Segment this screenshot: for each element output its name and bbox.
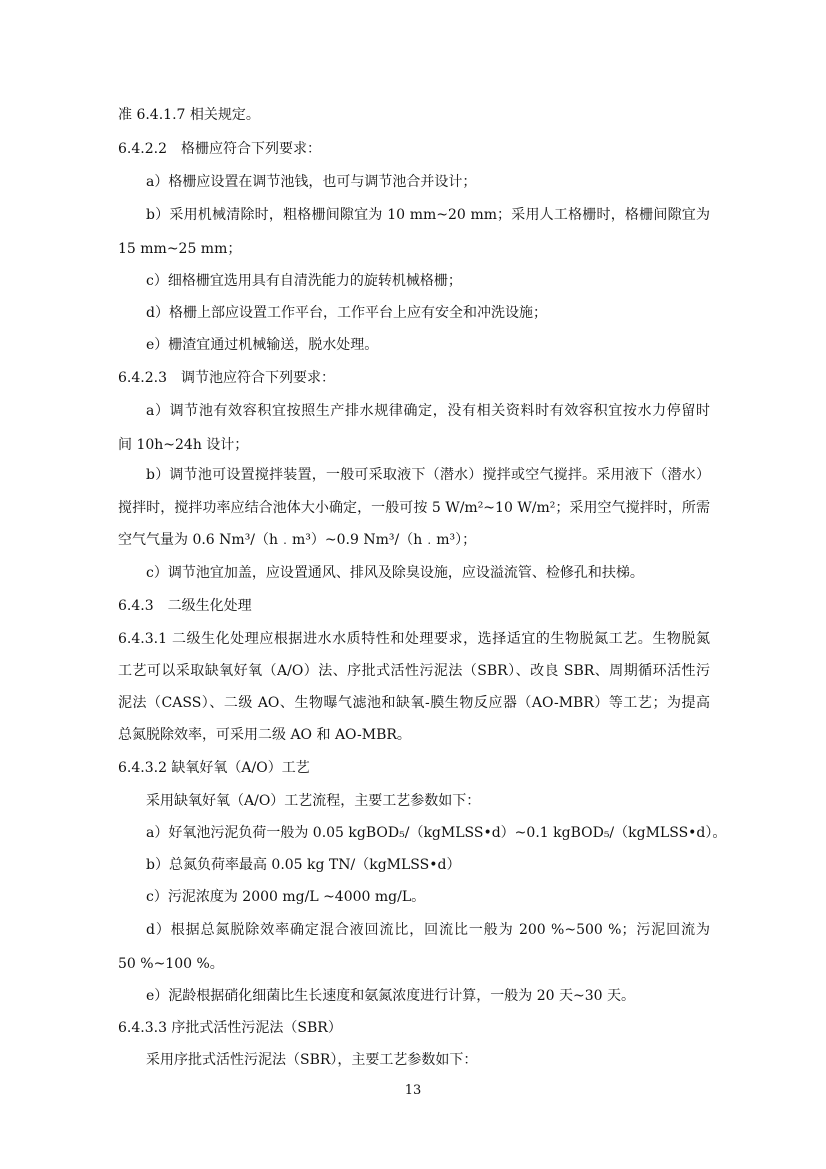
list-item: c）污泥浓度为 2000 mg/L ~4000 mg/L。	[146, 889, 426, 905]
list-item: b）调节池可设置搅拌装置，一般可采取液下（潜水）搅拌或空气搅拌。采用液下（潜水）	[146, 467, 710, 483]
text-line: 50 %~100 %。	[118, 956, 224, 972]
text-line: 采用缺氧好氧（A/O）工艺流程，主要工艺参数如下：	[146, 793, 481, 809]
list-item: a）格栅应设置在调节池钱，也可与调节池合并设计；	[146, 174, 477, 190]
text-line: 准 6.4.1.7 相关规定。	[118, 107, 260, 123]
text-line: 搅拌时，搅拌功率应结合池体大小确定，一般可按 5 W/m²~10 W/m²；采用空气搅拌时，所需	[118, 500, 710, 516]
text-line: 15 mm~25 mm；	[118, 241, 242, 257]
text-line: 总氮脱除效率，可采用二级 AO 和 AO-MBR。	[118, 727, 411, 743]
list-item: b）采用机械清除时，粗格栅间隙宜为 10 mm~20 mm；采用人工格栅时，格栅间隙宜为	[146, 207, 710, 223]
text-line: 间 10h~24h 设计；	[118, 437, 249, 453]
list-item: a）好氧池污泥负荷一般为 0.05 kgBOD₅/（kgMLSS•d）~0.1 kgBOD₅/（kgMLSS•d）。	[146, 825, 727, 841]
list-item: e）栅渣宜通过机械输送，脱水处理。	[146, 337, 379, 353]
text-line: 空气气量为 0.6 Nm³/（h﹒m³）~0.9 Nm³/（h﹒m³）；	[118, 532, 477, 548]
section-heading: 6.4.2.3 调节池应符合下列要求：	[118, 370, 335, 386]
list-item: d）格栅上部应设置工作平台，工作平台上应有安全和冲洗设施；	[146, 305, 547, 321]
text-line: 工艺可以采取缺氧好氧（A/O）法、序批式活性污泥法（SBR）、改良 SBR、周期循环活性污	[118, 663, 710, 679]
section-heading: 6.4.2.2 格栅应符合下列要求：	[118, 141, 321, 157]
list-item: e）泥龄根据硝化细菌比生长速度和氨氮浓度进行计算，一般为 20 天~30 天。	[146, 988, 635, 1004]
page-number: 13	[404, 1083, 422, 1098]
text-line: 采用序批式活性污泥法（SBR），主要工艺参数如下：	[146, 1052, 478, 1068]
list-item: d）根据总氮脱除效率确定混合液回流比，回流比一般为 200 %~500 %；污泥回流为	[146, 922, 710, 938]
section-heading: 6.4.3.1 二级生化处理应根据进水水质特性和处理要求，选择适宜的生物脱氮工艺。生物脱氮	[118, 631, 710, 647]
section-heading: 6.4.3.3 序批式活性污泥法（SBR）	[118, 1020, 342, 1036]
section-heading: 6.4.3 二级生化处理	[118, 598, 252, 614]
list-item: b）总氮负荷率最高 0.05 kg TN/（kgMLSS•d）	[146, 857, 461, 873]
list-item: c）细格栅宜选用具有自清洗能力的旋转机械格栅；	[146, 273, 462, 289]
section-heading: 6.4.3.2 缺氧好氧（A/O）工艺	[118, 760, 310, 776]
list-item: a）调节池有效容积宜按照生产排水规律确定，没有相关资料时有效容积宜按水力停留时	[146, 403, 710, 419]
list-item: c）调节池宜加盖，应设置通风、排风及除臭设施，应设溢流管、检修孔和扶梯。	[146, 565, 644, 581]
text-line: 泥法（CASS）、二级 AO、生物曝气滤池和缺氧-膜生物反应器（AO-MBR）等工艺；为提高	[118, 695, 710, 711]
